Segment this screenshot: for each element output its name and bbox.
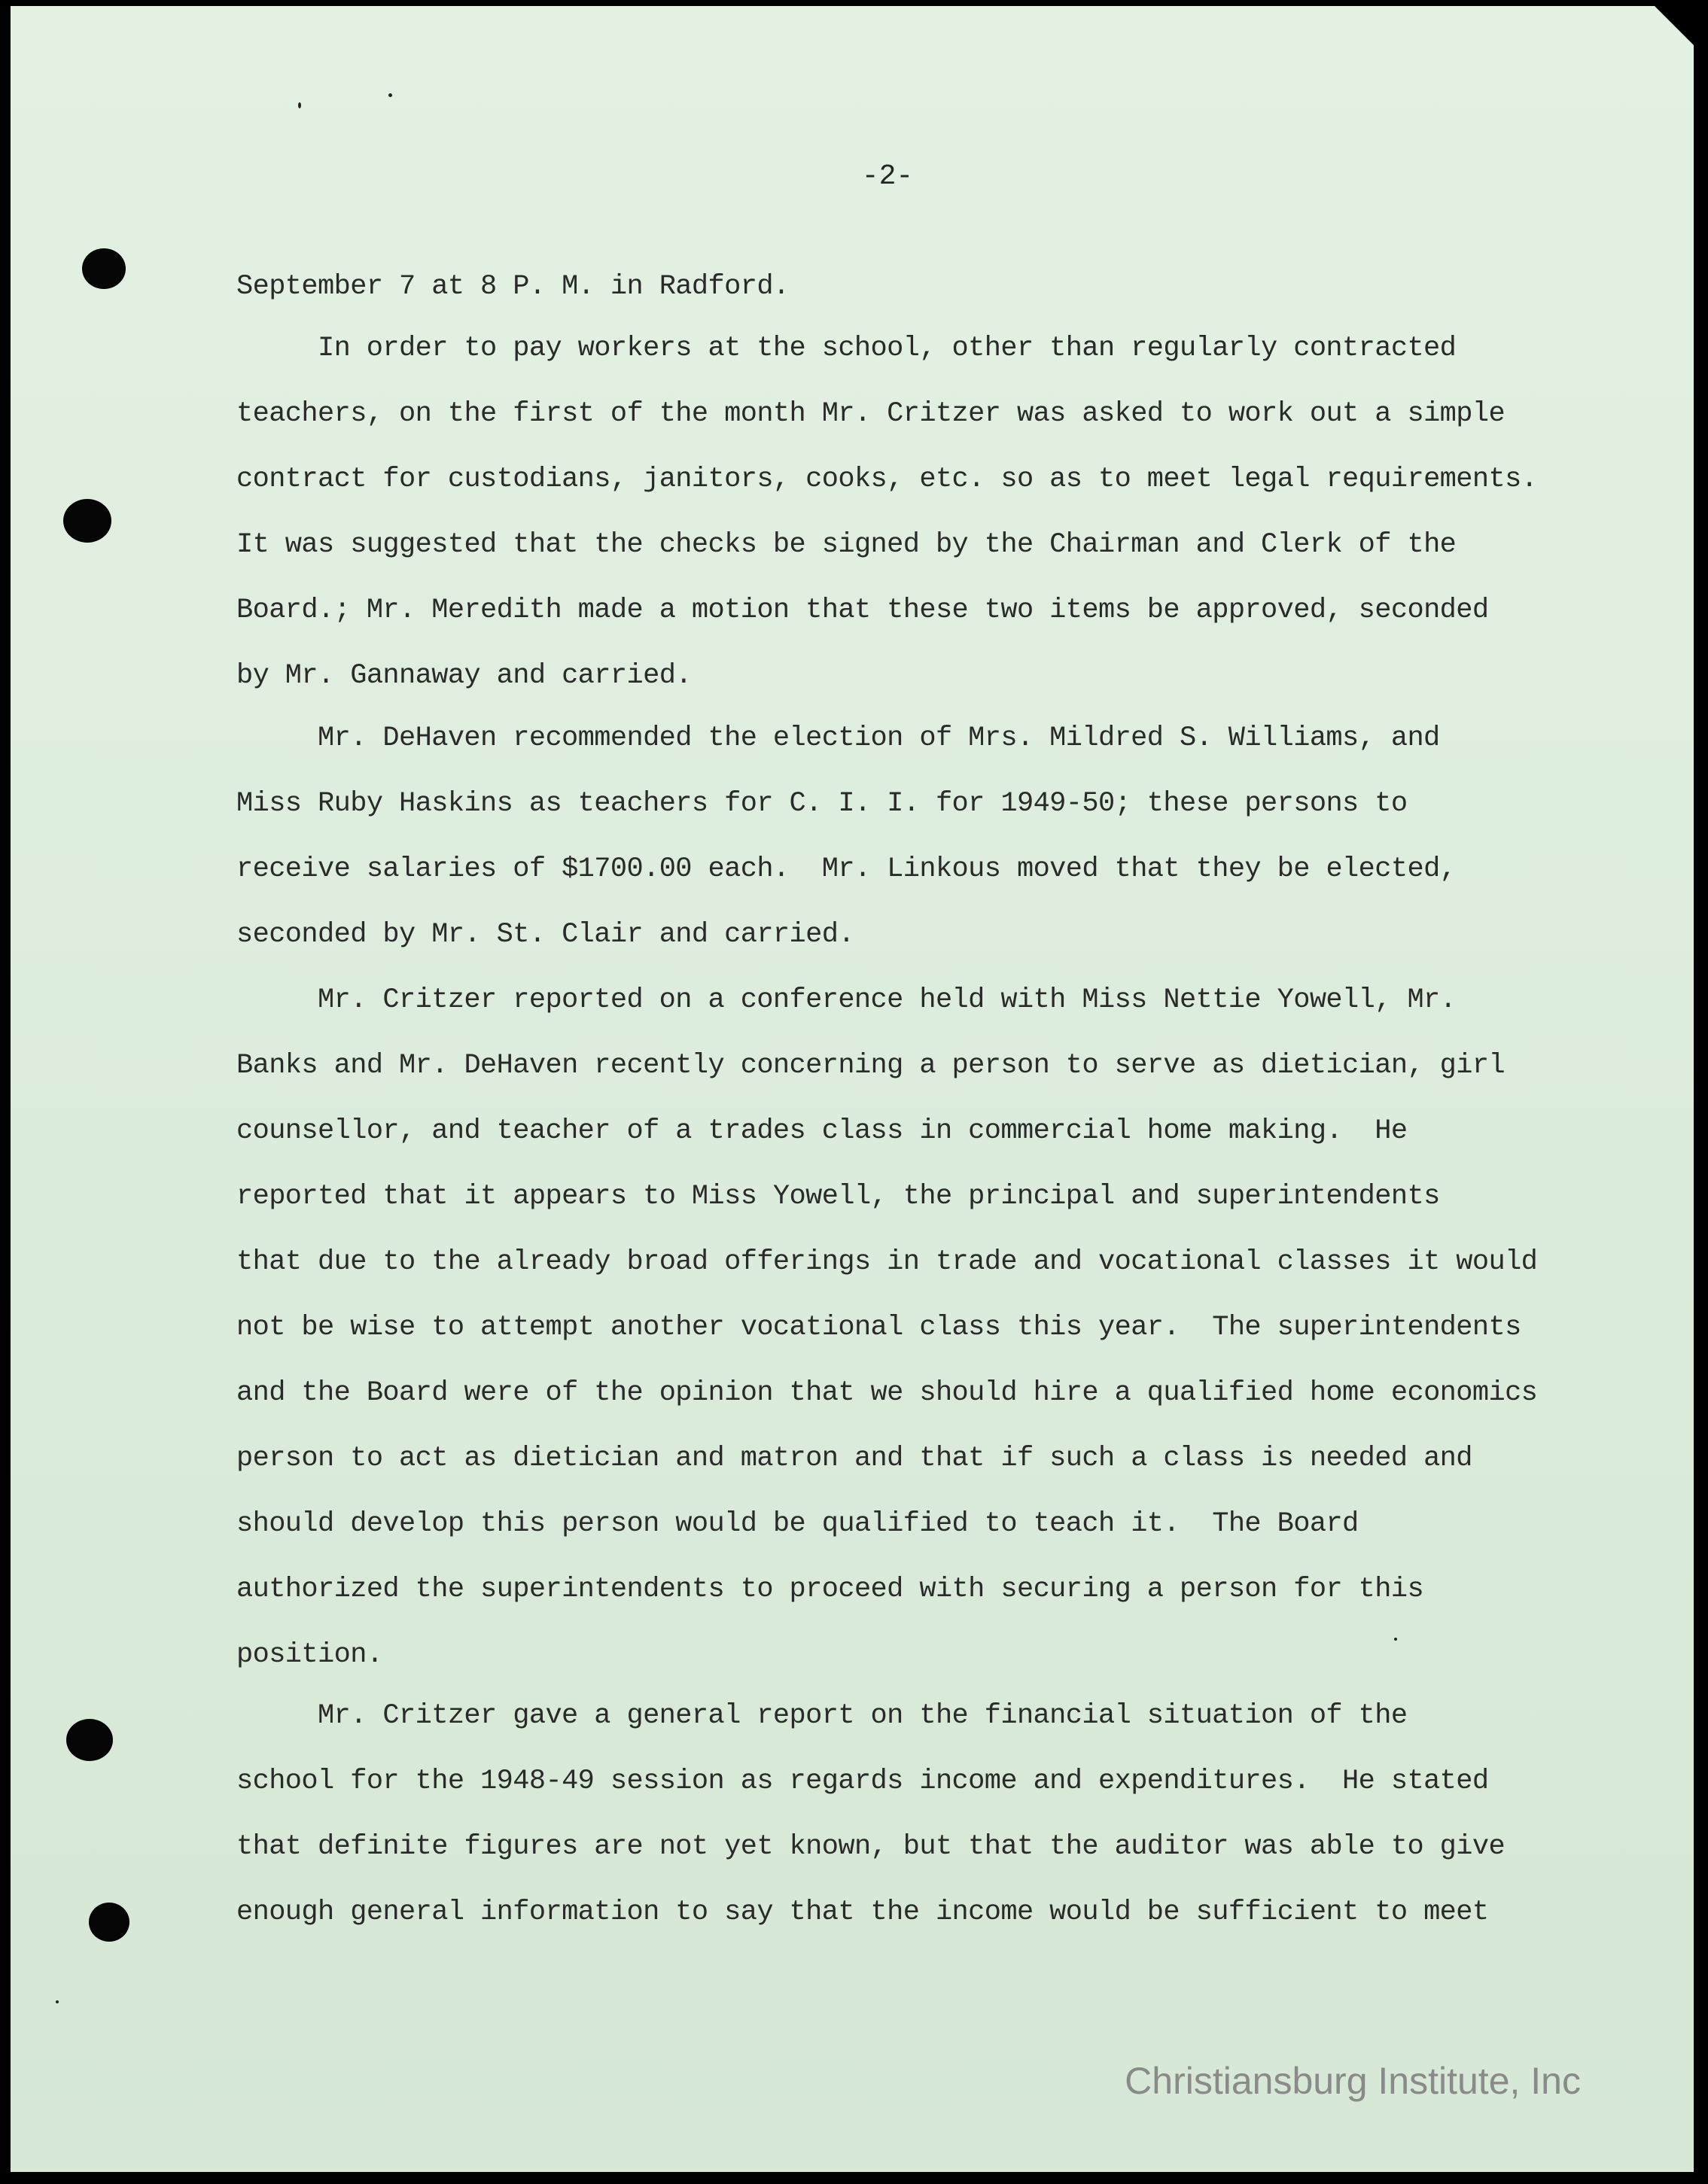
punch-hole [66,1719,113,1761]
text-line: In order to pay workers at the school, other than regularly contracted [318,333,1457,364]
punch-hole [89,1903,129,1942]
text-line: Mr. DeHaven recommended the election of Mrs. Mildred S. Williams, and [318,722,1440,754]
text-line: Miss Ruby Haskins as teachers for C. I. I. for 1949-50; these persons to [236,788,1408,820]
text-line: September 7 at 8 P. M. in Radford. [236,271,790,303]
text-line: authorized the superintendents to proceed with securing a person for this [236,1574,1424,1605]
text-line: and the Board were of the opinion that we should hire a qualified home economics [236,1377,1538,1409]
folded-corner [1655,6,1694,45]
text-line: contract for custodians, janitors, cooks, etc. so as to meet legal requirements. [236,464,1538,495]
text-line: by Mr. Gannaway and carried. [236,660,692,692]
ink-speck [56,2000,59,2003]
text-line: reported that it appears to Miss Yowell, the principal and superintendents [236,1181,1440,1212]
ink-speck [388,93,392,97]
watermark: Christiansburg Institute, Inc [1125,2060,1581,2102]
text-line: Banks and Mr. DeHaven recently concerning a person to serve as dietician, girl [236,1050,1506,1081]
text-line: that definite figures are not yet known, but that the auditor was able to give [236,1831,1506,1863]
text-line: person to act as dietician and matron and that if such a class is needed and [236,1443,1472,1474]
page-number: -2- [861,160,914,193]
text-line: seconded by Mr. St. Clair and carried. [236,919,854,951]
text-line: enough general information to say that the income would be sufficient to meet [236,1897,1489,1928]
text-line: school for the 1948-49 session as regards income and expenditures. He stated [236,1766,1489,1797]
text-line: that due to the already broad offerings in trade and vocational classes it would [236,1246,1538,1278]
text-line: Board.; Mr. Meredith made a motion that these two items be approved, seconded [236,595,1489,626]
text-line: should develop this person would be qualified to teach it. The Board [236,1508,1359,1540]
ink-speck [1394,1638,1397,1641]
text-line: receive salaries of $1700.00 each. Mr. Linkous moved that they be elected, [236,853,1457,885]
punch-hole [63,499,111,543]
text-line: teachers, on the first of the month Mr. Critzer was asked to work out a simple [236,398,1506,430]
text-line: position. [236,1639,383,1671]
text-line: Mr. Critzer reported on a conference held with Miss Nettie Yowell, Mr. [318,984,1457,1016]
text-line: It was suggested that the checks be signed by the Chairman and Clerk of the [236,529,1457,561]
text-line: not be wise to attempt another vocational class this year. The superintendents [236,1312,1521,1343]
ink-speck [298,102,301,108]
punch-hole [82,248,126,289]
document-page [11,6,1694,2172]
text-line: counsellor, and teacher of a trades class in commercial home making. He [236,1115,1408,1147]
text-line: Mr. Critzer gave a general report on the financial situation of the [318,1700,1408,1732]
